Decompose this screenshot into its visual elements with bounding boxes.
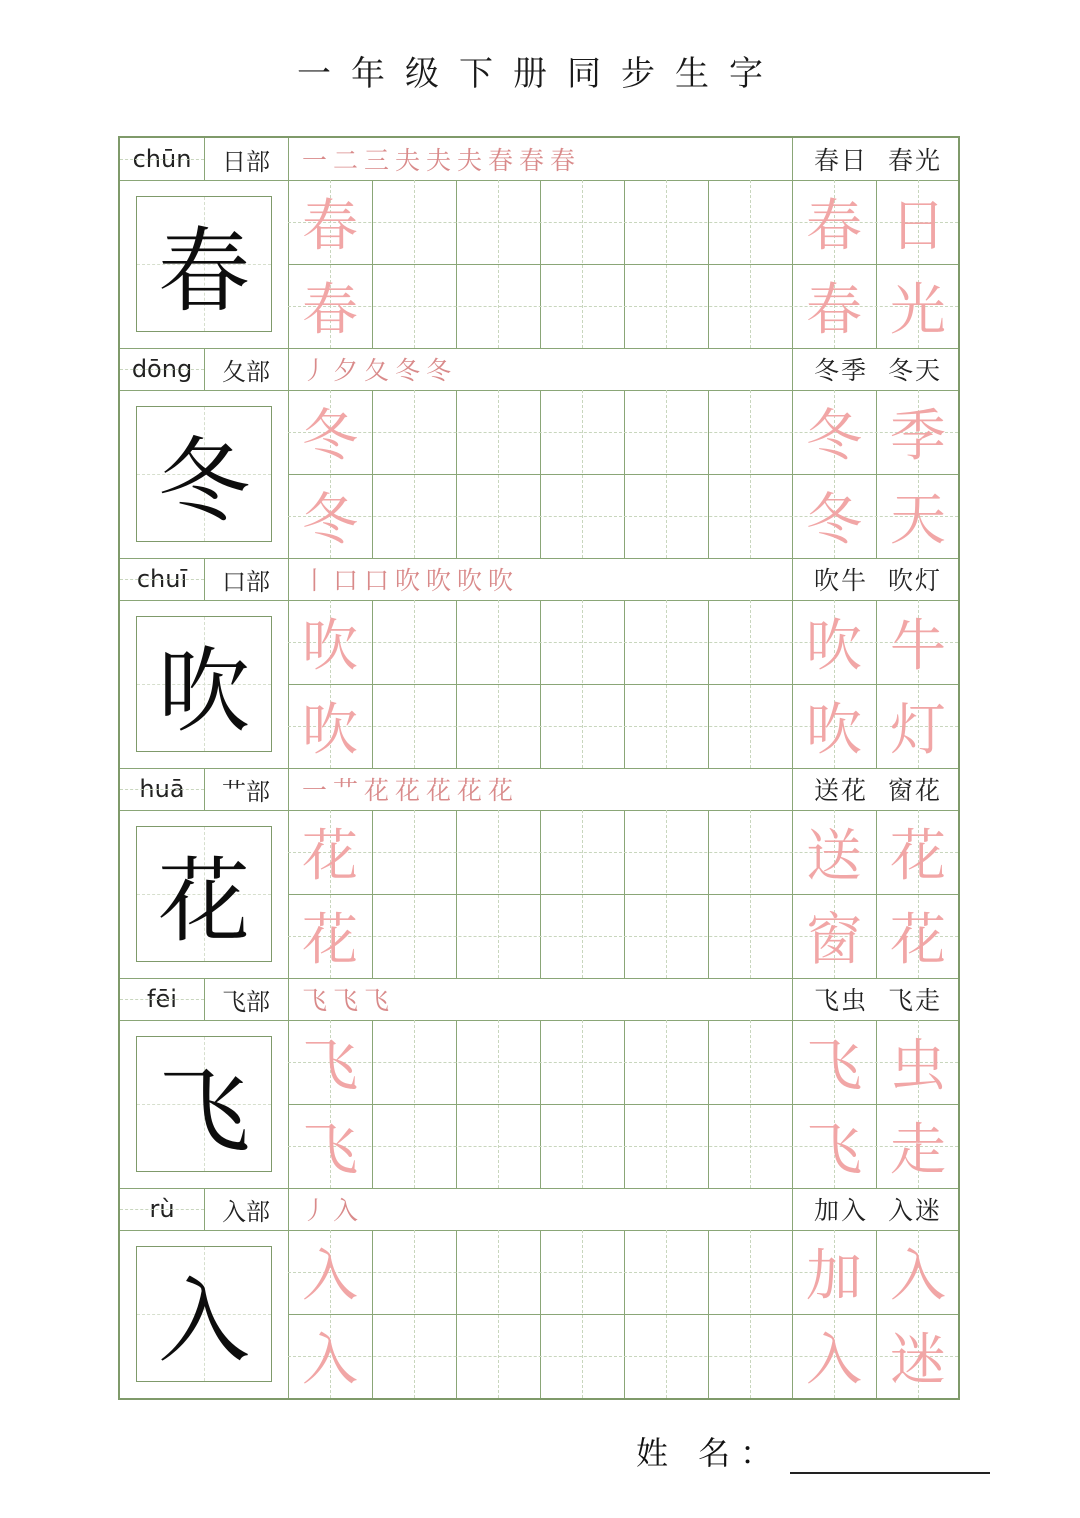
grid-line <box>456 180 457 348</box>
pinyin-guide-line <box>120 1209 204 1210</box>
block-line <box>120 768 958 769</box>
cell-guide-line <box>750 600 751 768</box>
main-character-glyph: 飞 <box>157 1058 250 1165</box>
stroke-order: 飞飞飞 <box>302 986 396 1015</box>
word-trace-character: 春 <box>806 194 862 259</box>
grid-line <box>540 600 541 768</box>
main-character-glyph: 入 <box>157 1268 250 1375</box>
word-example: 春日 <box>813 146 868 175</box>
main-character <box>136 616 272 752</box>
word-trace-character: 虫 <box>890 1034 946 1099</box>
character-block <box>120 1188 958 1398</box>
word-examples <box>798 1188 958 1230</box>
block-line <box>120 558 958 559</box>
word-trace-character: 加 <box>806 1244 862 1309</box>
cell-guide-line <box>498 1020 499 1188</box>
word-trace-character: 走 <box>890 1118 946 1183</box>
header-divider <box>792 1188 793 1230</box>
grid-line <box>456 390 457 558</box>
word-examples <box>798 978 958 1020</box>
pinyin-guide-line <box>120 579 204 580</box>
header-divider <box>204 978 205 1020</box>
grid-line <box>540 1020 541 1188</box>
grid-line <box>624 390 625 558</box>
cell-guide-line <box>666 810 667 978</box>
trace-character: 飞 <box>302 1118 358 1183</box>
word-trace-character: 飞 <box>806 1034 862 1099</box>
grid-line <box>540 180 541 348</box>
cell-guide-line <box>498 390 499 558</box>
grid-line <box>624 1230 625 1398</box>
trace-character: 春 <box>302 194 358 259</box>
radical-label: 入部 <box>222 1197 270 1226</box>
word-example: 飞走 <box>888 986 943 1015</box>
stroke-order: 丿夕夂冬冬 <box>302 356 458 385</box>
main-character-glyph: 吹 <box>157 638 250 745</box>
pinyin-guide-line <box>120 999 204 1000</box>
header-divider <box>792 978 793 1020</box>
grid-line <box>372 1020 373 1188</box>
page-title: 一年级下册同步生字 <box>297 54 783 94</box>
cell-guide-line <box>750 390 751 558</box>
cell-guide-line <box>498 810 499 978</box>
pinyin-label: dōng <box>131 355 193 383</box>
pinyin-guide-line <box>120 789 204 790</box>
cell-guide-line <box>750 1020 751 1188</box>
trace-character: 冬 <box>302 488 358 553</box>
main-character-glyph: 花 <box>157 848 250 955</box>
word-trace-character: 季 <box>890 404 946 469</box>
cell-guide-line <box>414 810 415 978</box>
character-block <box>120 138 958 348</box>
word-trace-character: 牛 <box>890 614 946 679</box>
trace-character: 吹 <box>302 698 358 763</box>
cell-guide-line <box>498 600 499 768</box>
stroke-order: 一二三夫夫夫春春春 <box>302 146 582 175</box>
word-example: 入迷 <box>888 1196 943 1225</box>
word-trace-character: 天 <box>890 488 946 553</box>
word-example: 吹灯 <box>888 566 943 595</box>
grid-line <box>456 1020 457 1188</box>
character-block <box>120 348 958 558</box>
word-example: 冬天 <box>888 356 943 385</box>
header-divider <box>204 138 205 180</box>
cell-guide-line <box>414 1020 415 1188</box>
radical-label: 飞部 <box>222 987 270 1016</box>
radical-label: 口部 <box>222 567 270 596</box>
main-character-glyph: 春 <box>157 218 250 325</box>
pinyin-guide-line <box>120 369 204 370</box>
stroke-order: 一艹花花花花花 <box>302 776 520 805</box>
grid-line <box>624 810 625 978</box>
word-trace-character: 入 <box>806 1328 862 1393</box>
stroke-order: 丨口口吹吹吹吹 <box>302 566 520 595</box>
word-trace-character: 吹 <box>806 698 862 763</box>
cell-guide-line <box>666 390 667 558</box>
name-label: 姓 名： <box>636 1434 783 1472</box>
header-divider <box>288 348 289 390</box>
pinyin-label: chuī <box>136 565 188 593</box>
grid-line <box>372 810 373 978</box>
cell-guide-line <box>414 600 415 768</box>
cell-guide-line <box>582 810 583 978</box>
cell-guide-line <box>582 1230 583 1398</box>
name-blank-line[interactable] <box>790 1442 990 1474</box>
grid-line <box>372 390 373 558</box>
trace-character: 冬 <box>302 404 358 469</box>
word-example: 飞虫 <box>813 986 868 1015</box>
character-block <box>120 768 958 978</box>
trace-character: 飞 <box>302 1034 358 1099</box>
header-divider <box>288 978 289 1020</box>
main-character-glyph: 冬 <box>157 428 250 535</box>
block-line <box>120 348 958 349</box>
main-character <box>136 196 272 332</box>
grid-line <box>624 1020 625 1188</box>
main-character <box>136 406 272 542</box>
word-trace-character: 吹 <box>806 614 862 679</box>
word-trace-character: 飞 <box>806 1118 862 1183</box>
pinyin-label: fēi <box>147 985 177 1013</box>
header-divider <box>204 348 205 390</box>
trace-character: 春 <box>302 278 358 343</box>
header-divider <box>288 1188 289 1230</box>
word-example: 送花 <box>813 776 868 805</box>
cell-guide-line <box>414 390 415 558</box>
cell-guide-line <box>750 810 751 978</box>
grid-line <box>456 600 457 768</box>
name-field <box>636 1428 990 1474</box>
cell-guide-line <box>666 180 667 348</box>
cell-guide-line <box>498 180 499 348</box>
grid-line <box>540 810 541 978</box>
grid-line <box>372 600 373 768</box>
word-trace-character: 窗 <box>806 908 862 973</box>
word-examples <box>798 558 958 600</box>
word-trace-character: 春 <box>806 278 862 343</box>
word-example: 窗花 <box>888 776 943 805</box>
grid-line <box>540 1230 541 1398</box>
header-divider <box>288 558 289 600</box>
header-divider <box>204 558 205 600</box>
trace-character: 花 <box>302 908 358 973</box>
header-divider <box>204 768 205 810</box>
grid-line <box>708 1020 709 1188</box>
word-trace-character: 冬 <box>806 404 862 469</box>
word-example: 春光 <box>888 146 943 175</box>
word-trace-character: 灯 <box>890 698 946 763</box>
trace-character: 入 <box>302 1328 358 1393</box>
grid-line <box>708 1230 709 1398</box>
main-character <box>136 1036 272 1172</box>
header-divider <box>288 768 289 810</box>
radical-label: 艹部 <box>222 777 270 806</box>
header-divider <box>204 1188 205 1230</box>
pinyin-guide-line <box>120 159 204 160</box>
grid-line <box>708 600 709 768</box>
grid-line <box>708 180 709 348</box>
word-example: 吹牛 <box>813 566 868 595</box>
grid-line <box>456 1230 457 1398</box>
word-examples <box>798 348 958 390</box>
word-trace-character: 迷 <box>890 1328 946 1393</box>
cell-guide-line <box>414 1230 415 1398</box>
character-block <box>120 558 958 768</box>
cell-guide-line <box>498 1230 499 1398</box>
header-divider <box>792 768 793 810</box>
cell-guide-line <box>750 180 751 348</box>
grid-line <box>708 390 709 558</box>
block-line <box>120 1188 958 1189</box>
cell-guide-line <box>666 600 667 768</box>
grid-line <box>624 600 625 768</box>
word-trace-character: 冬 <box>806 488 862 553</box>
grid-line <box>624 180 625 348</box>
cell-guide-line <box>582 390 583 558</box>
word-trace-character: 日 <box>890 194 946 259</box>
word-trace-character: 入 <box>890 1244 946 1309</box>
cell-guide-line <box>582 600 583 768</box>
grid-line <box>708 810 709 978</box>
word-trace-character: 花 <box>890 908 946 973</box>
grid-line <box>372 180 373 348</box>
header-divider <box>288 138 289 180</box>
cell-guide-line <box>750 1230 751 1398</box>
grid-line <box>372 1230 373 1398</box>
character-block <box>120 978 958 1188</box>
cell-guide-line <box>582 1020 583 1188</box>
header-divider <box>792 558 793 600</box>
cell-guide-line <box>666 1230 667 1398</box>
stroke-order: 丿入 <box>302 1196 365 1225</box>
main-character <box>136 1246 272 1382</box>
word-examples <box>798 768 958 810</box>
word-trace-character: 光 <box>890 278 946 343</box>
cell-guide-line <box>414 180 415 348</box>
word-example: 冬季 <box>813 356 868 385</box>
cell-guide-line <box>582 180 583 348</box>
header-divider <box>792 138 793 180</box>
word-example: 加入 <box>813 1196 868 1225</box>
word-trace-character: 送 <box>806 824 862 889</box>
trace-character: 吹 <box>302 614 358 679</box>
main-character <box>136 826 272 962</box>
radical-label: 日部 <box>222 147 270 176</box>
pinyin-label: rù <box>149 1195 175 1223</box>
pinyin-label: chūn <box>132 145 192 173</box>
pinyin-label: huā <box>139 775 185 803</box>
radical-label: 夂部 <box>222 357 270 386</box>
grid-line <box>540 390 541 558</box>
practice-sheet <box>118 136 960 1400</box>
header-divider <box>792 348 793 390</box>
trace-character: 花 <box>302 824 358 889</box>
word-examples <box>798 138 958 180</box>
grid-line <box>456 810 457 978</box>
cell-guide-line <box>666 1020 667 1188</box>
block-line <box>120 978 958 979</box>
trace-character: 入 <box>302 1244 358 1309</box>
word-trace-character: 花 <box>890 824 946 889</box>
